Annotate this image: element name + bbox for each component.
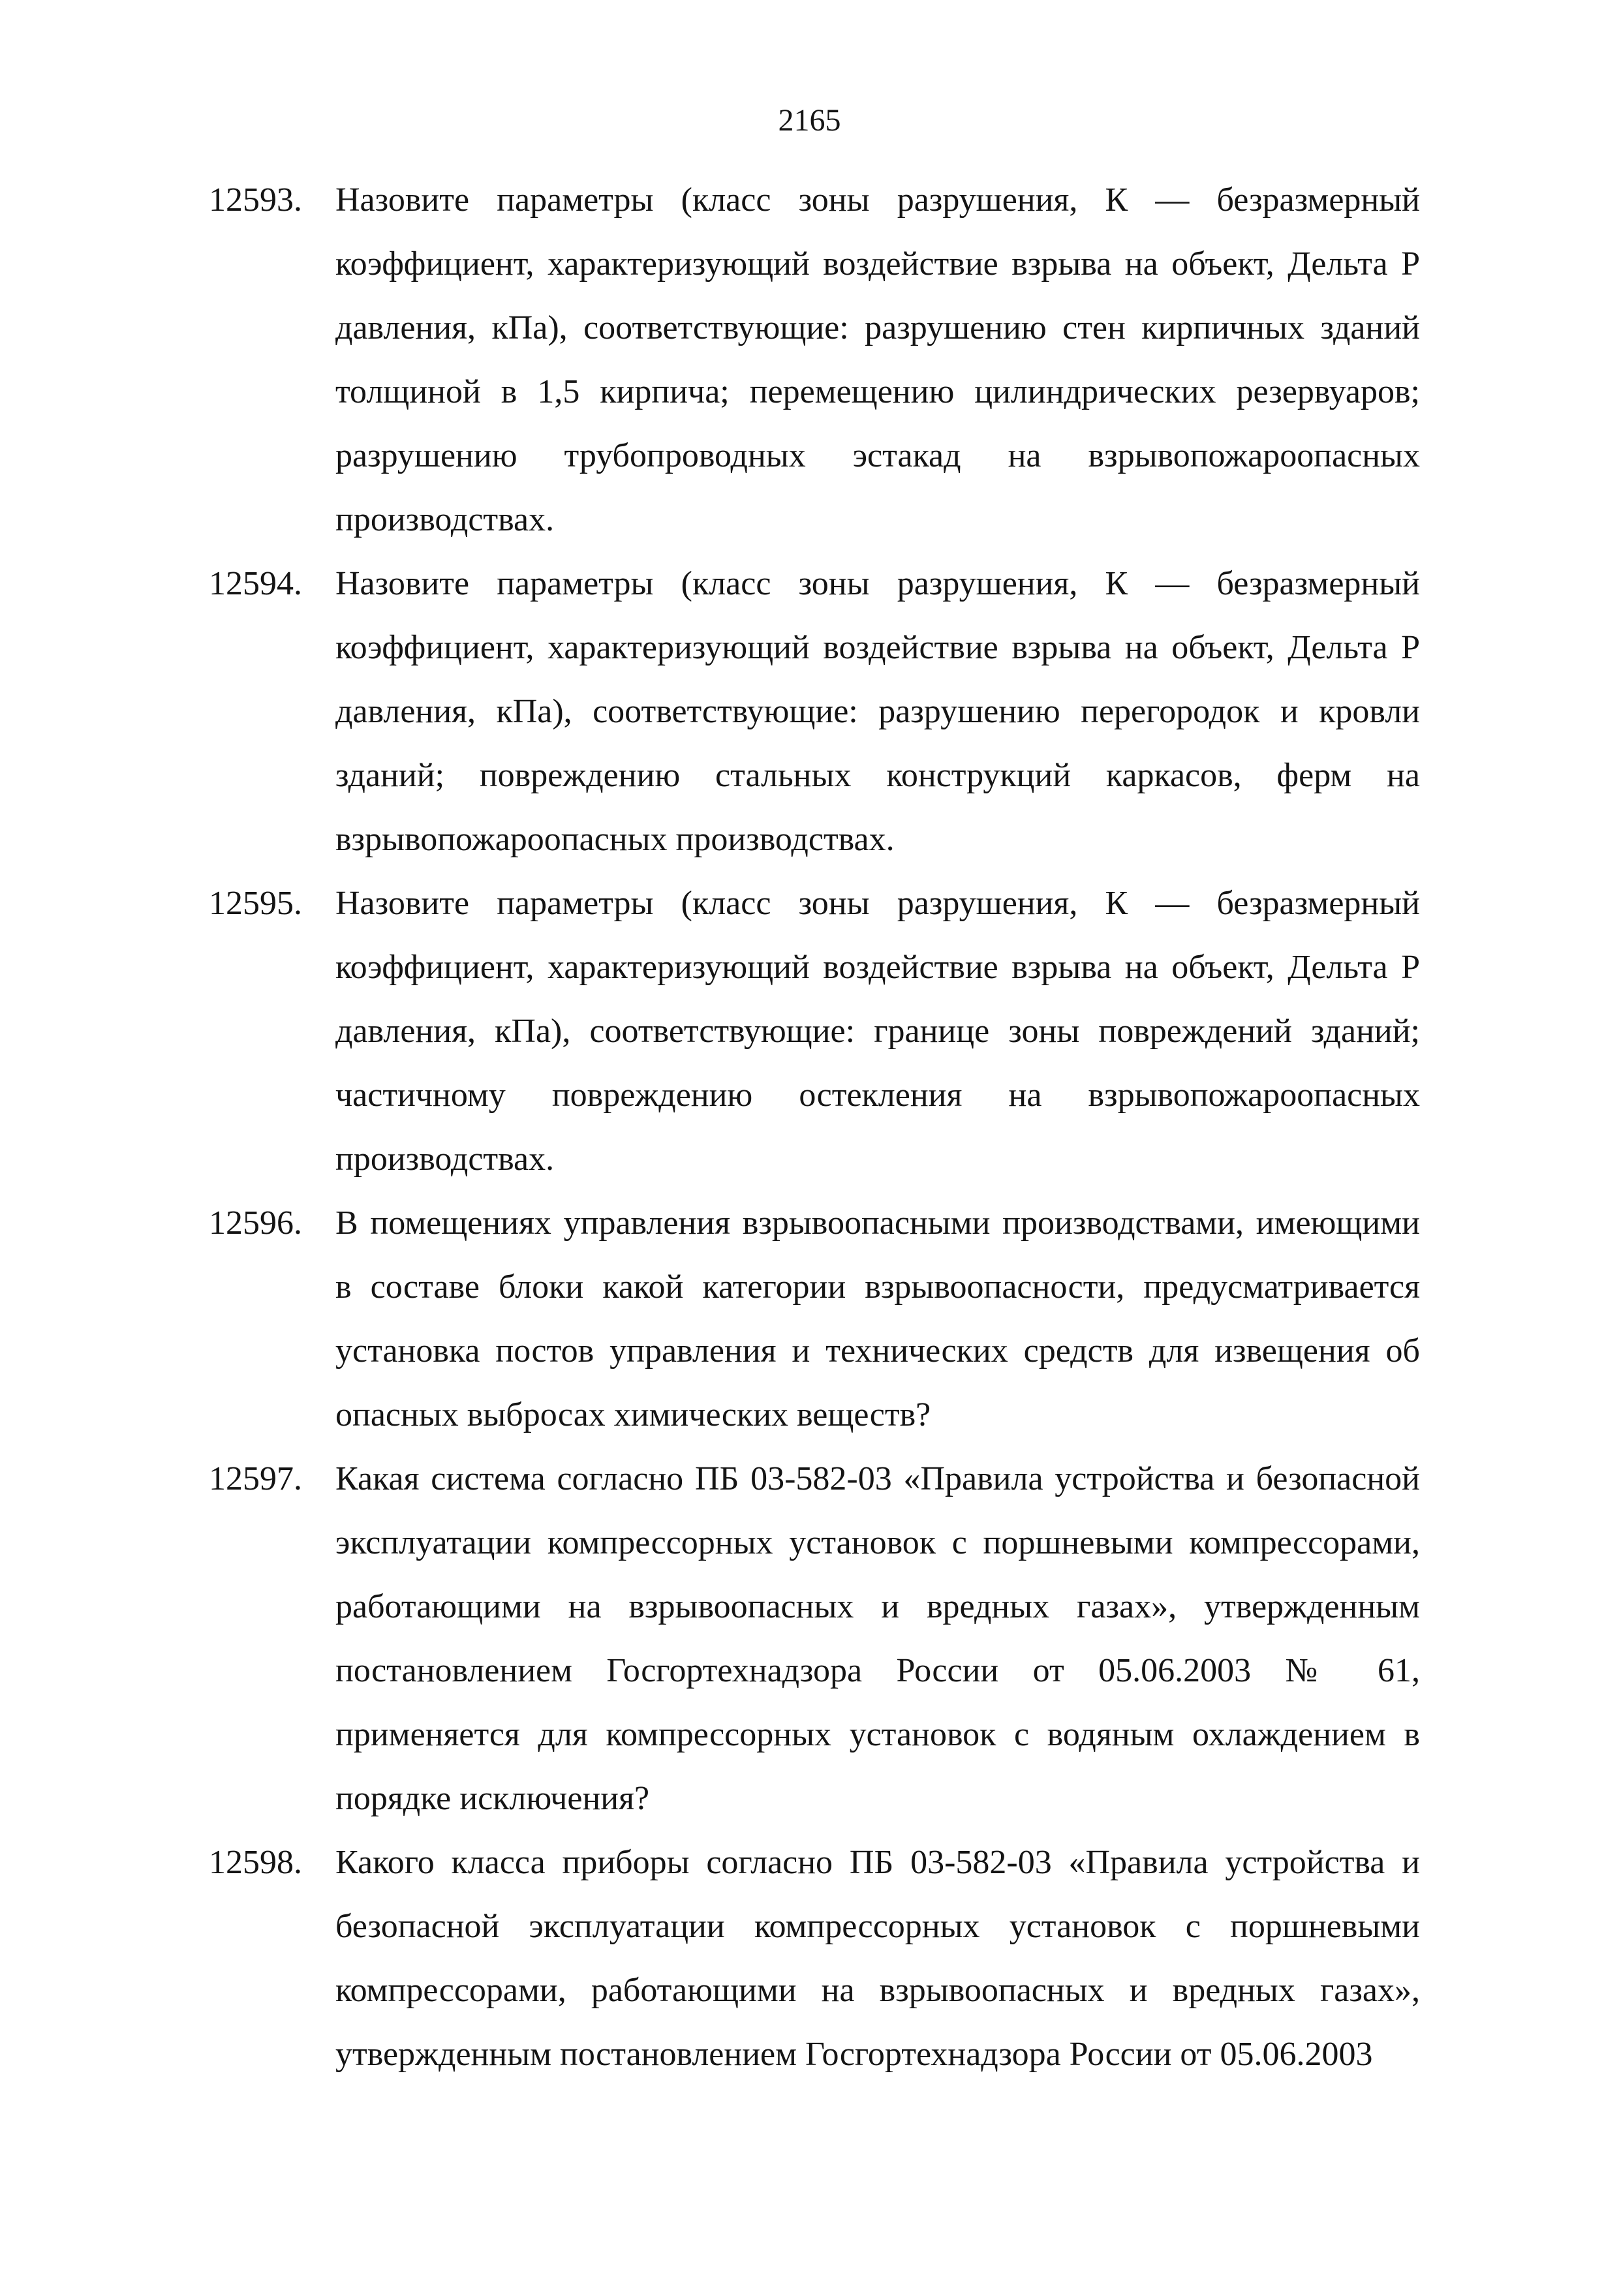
question-12593: [209, 168, 1420, 552]
question-text: Назовите параметры (класс зоны разрушения, К — безразмерный коэффициент, характеризующий воздействие взрыва на объект, Дельта Р давления, кПа), соответствующие: разрушению стен кирпичных зданий толщиной в 1,5 кирпича; перемещению цилиндрических резервуаров; разрушению трубопроводных эстакад на взрывопожароопасных производствах.: [335, 181, 1420, 538]
question-list: [209, 168, 1420, 2087]
page-number: 2165: [778, 103, 841, 138]
question-text: Назовите параметры (класс зоны разрушения, К — безразмерный коэффициент, характеризующий воздействие взрыва на объект, Дельта Р давления, кПа), соответствующие: границе зоны повреждений зданий; частичному повреждению остекления на взрывопожароопасных производствах.: [335, 885, 1420, 1178]
question-12594: [209, 552, 1420, 872]
question-number: 12593.: [209, 181, 302, 219]
question-text: Назовите параметры (класс зоны разрушения, К — безразмерный коэффициент, характеризующий воздействие взрыва на объект, Дельта Р давления, кПа), соответствующие: разрушению перегородок и кровли зданий; повреждению стальных конструкций каркасов, ферм на взрывопожароопасных производствах.: [335, 565, 1420, 858]
question-text: В помещениях управления взрывоопасными производствами, имеющими в составе блоки какой категории взрывоопасности, предусматривается установка постов управления и технических средств для извещения об опасных выбросах химических веществ?: [335, 1204, 1420, 1433]
question-12598: [209, 1831, 1420, 2087]
question-number: 12594.: [209, 565, 302, 602]
question-12597: [209, 1447, 1420, 1831]
question-number: 12596.: [209, 1204, 302, 1242]
question-text: Какого класса приборы согласно ПБ 03-582-03 «Правила устройства и безопасной эксплуатации компрессорных установок с поршневыми компрессорами, работающими на взрывоопасных и вредных газах», утвержденным постановлением Госгортехнадзора России от 05.06.2003: [335, 1844, 1420, 2073]
question-number: 12597.: [209, 1460, 302, 1497]
question-text: Какая система согласно ПБ 03-582-03 «Правила устройства и безопасной эксплуатации компрессорных установок с поршневыми компрессорами, работающими на взрывоопасных и вредных газах», утвержденным постановлением Госгортехнадзора России от 05.06.2003 № 61, применяется для компрессорных установок с водяным охлаждением в порядке исключения?: [335, 1460, 1420, 1817]
question-12596: [209, 1191, 1420, 1447]
question-number: 12595.: [209, 885, 302, 922]
question-12595: [209, 872, 1420, 1191]
question-number: 12598.: [209, 1844, 302, 1881]
